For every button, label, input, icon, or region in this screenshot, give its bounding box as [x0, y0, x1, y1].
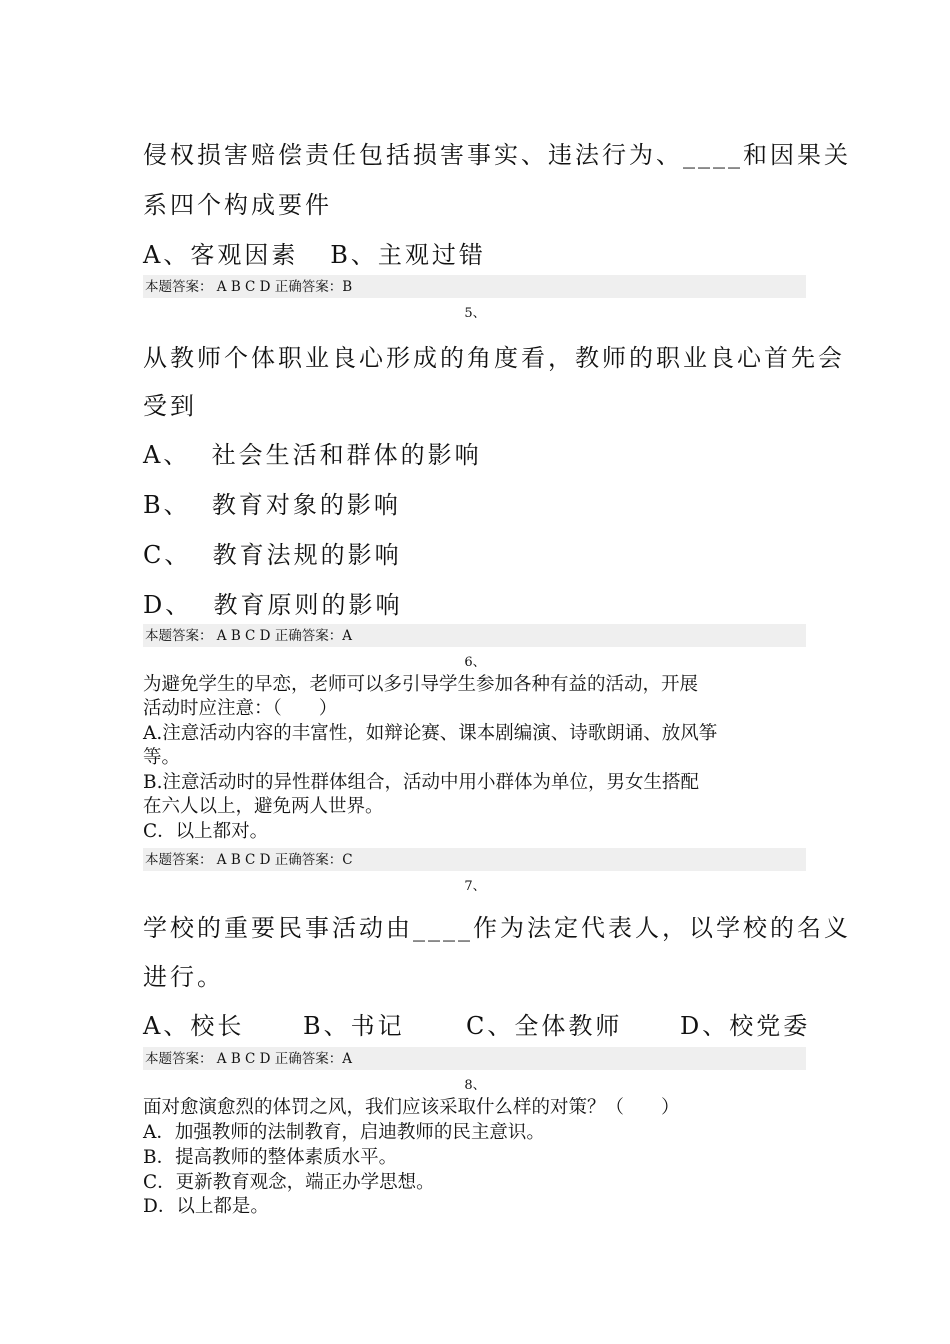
q8-option-b: B．提高教师的整体素质水平。 [143, 1147, 398, 1168]
q6-answer-bar: 本题答案： A B C D 正确答案：C [143, 848, 806, 871]
q5-option-b: B、 教育对象的影响 [143, 491, 401, 519]
q4-answer-bar: 本题答案： A B C D 正确答案：B [143, 275, 806, 298]
q5-answer-bar: 本题答案： A B C D 正确答案：A [143, 624, 806, 647]
q6-option-a-line1: A.注意活动内容的丰富性，如辩论赛、课本剧编演、诗歌朗诵、放风筝 [143, 723, 718, 744]
q8-option-d: D．以上都是。 [143, 1196, 269, 1217]
q7-text-line1: 学校的重要民事活动由____作为法定代表人，以学校的名义 [143, 914, 851, 942]
q7-option-d: D、校党委 [680, 1012, 811, 1040]
q6-option-b-line2: 在六人以上，避免两人世界。 [143, 796, 384, 817]
q7-text-line2: 进行。 [143, 963, 224, 991]
q6-text-line2: 活动时应注意：（ ） [143, 698, 338, 719]
q5-text-line1: 从教师个体职业良心形成的角度看，教师的职业良心首先会 [143, 344, 845, 372]
q8-text: 面对愈演愈烈的体罚之风，我们应该采取什么样的对策？（ ） [143, 1097, 680, 1118]
q8-option-a: A．加强教师的法制教育，启迪教师的民主意识。 [143, 1122, 545, 1143]
q7-option-b: B、书记 [303, 1012, 405, 1040]
q6-number: 6、 [464, 655, 486, 670]
q7-number: 7、 [464, 879, 486, 894]
q6-option-a-line2: 等。 [143, 747, 181, 768]
q4-options: A、客观因素 B、主观过错 [143, 241, 486, 269]
q7-option-a: A、校长 [143, 1012, 245, 1040]
q5-text-line2: 受到 [143, 392, 197, 420]
q5-option-c: C、 教育法规的影响 [143, 541, 402, 569]
q5-option-a: A、 社会生活和群体的影响 [143, 441, 482, 469]
q5-number: 5、 [464, 306, 486, 321]
q6-text-line1: 为避免学生的早恋，老师可以多引导学生参加各种有益的活动，开展 [143, 674, 699, 695]
q4-text-line1: 侵权损害赔偿责任包括损害事实、违法行为、____和因果关 [143, 141, 851, 169]
q7-answer-bar: 本题答案： A B C D 正确答案：A [143, 1047, 806, 1070]
q8-option-c: C．更新教育观念，端正办学思想。 [143, 1172, 435, 1193]
q8-number: 8、 [464, 1078, 486, 1093]
q6-option-c: C．以上都对。 [143, 821, 269, 842]
q7-option-c: C、全体教师 [466, 1012, 623, 1040]
q5-option-d: D、 教育原则的影响 [143, 591, 403, 619]
q4-text-line2: 系四个构成要件 [143, 191, 332, 219]
q6-option-b-line1: B.注意活动时的异性群体组合，活动中用小群体为单位，男女生搭配 [143, 772, 699, 793]
